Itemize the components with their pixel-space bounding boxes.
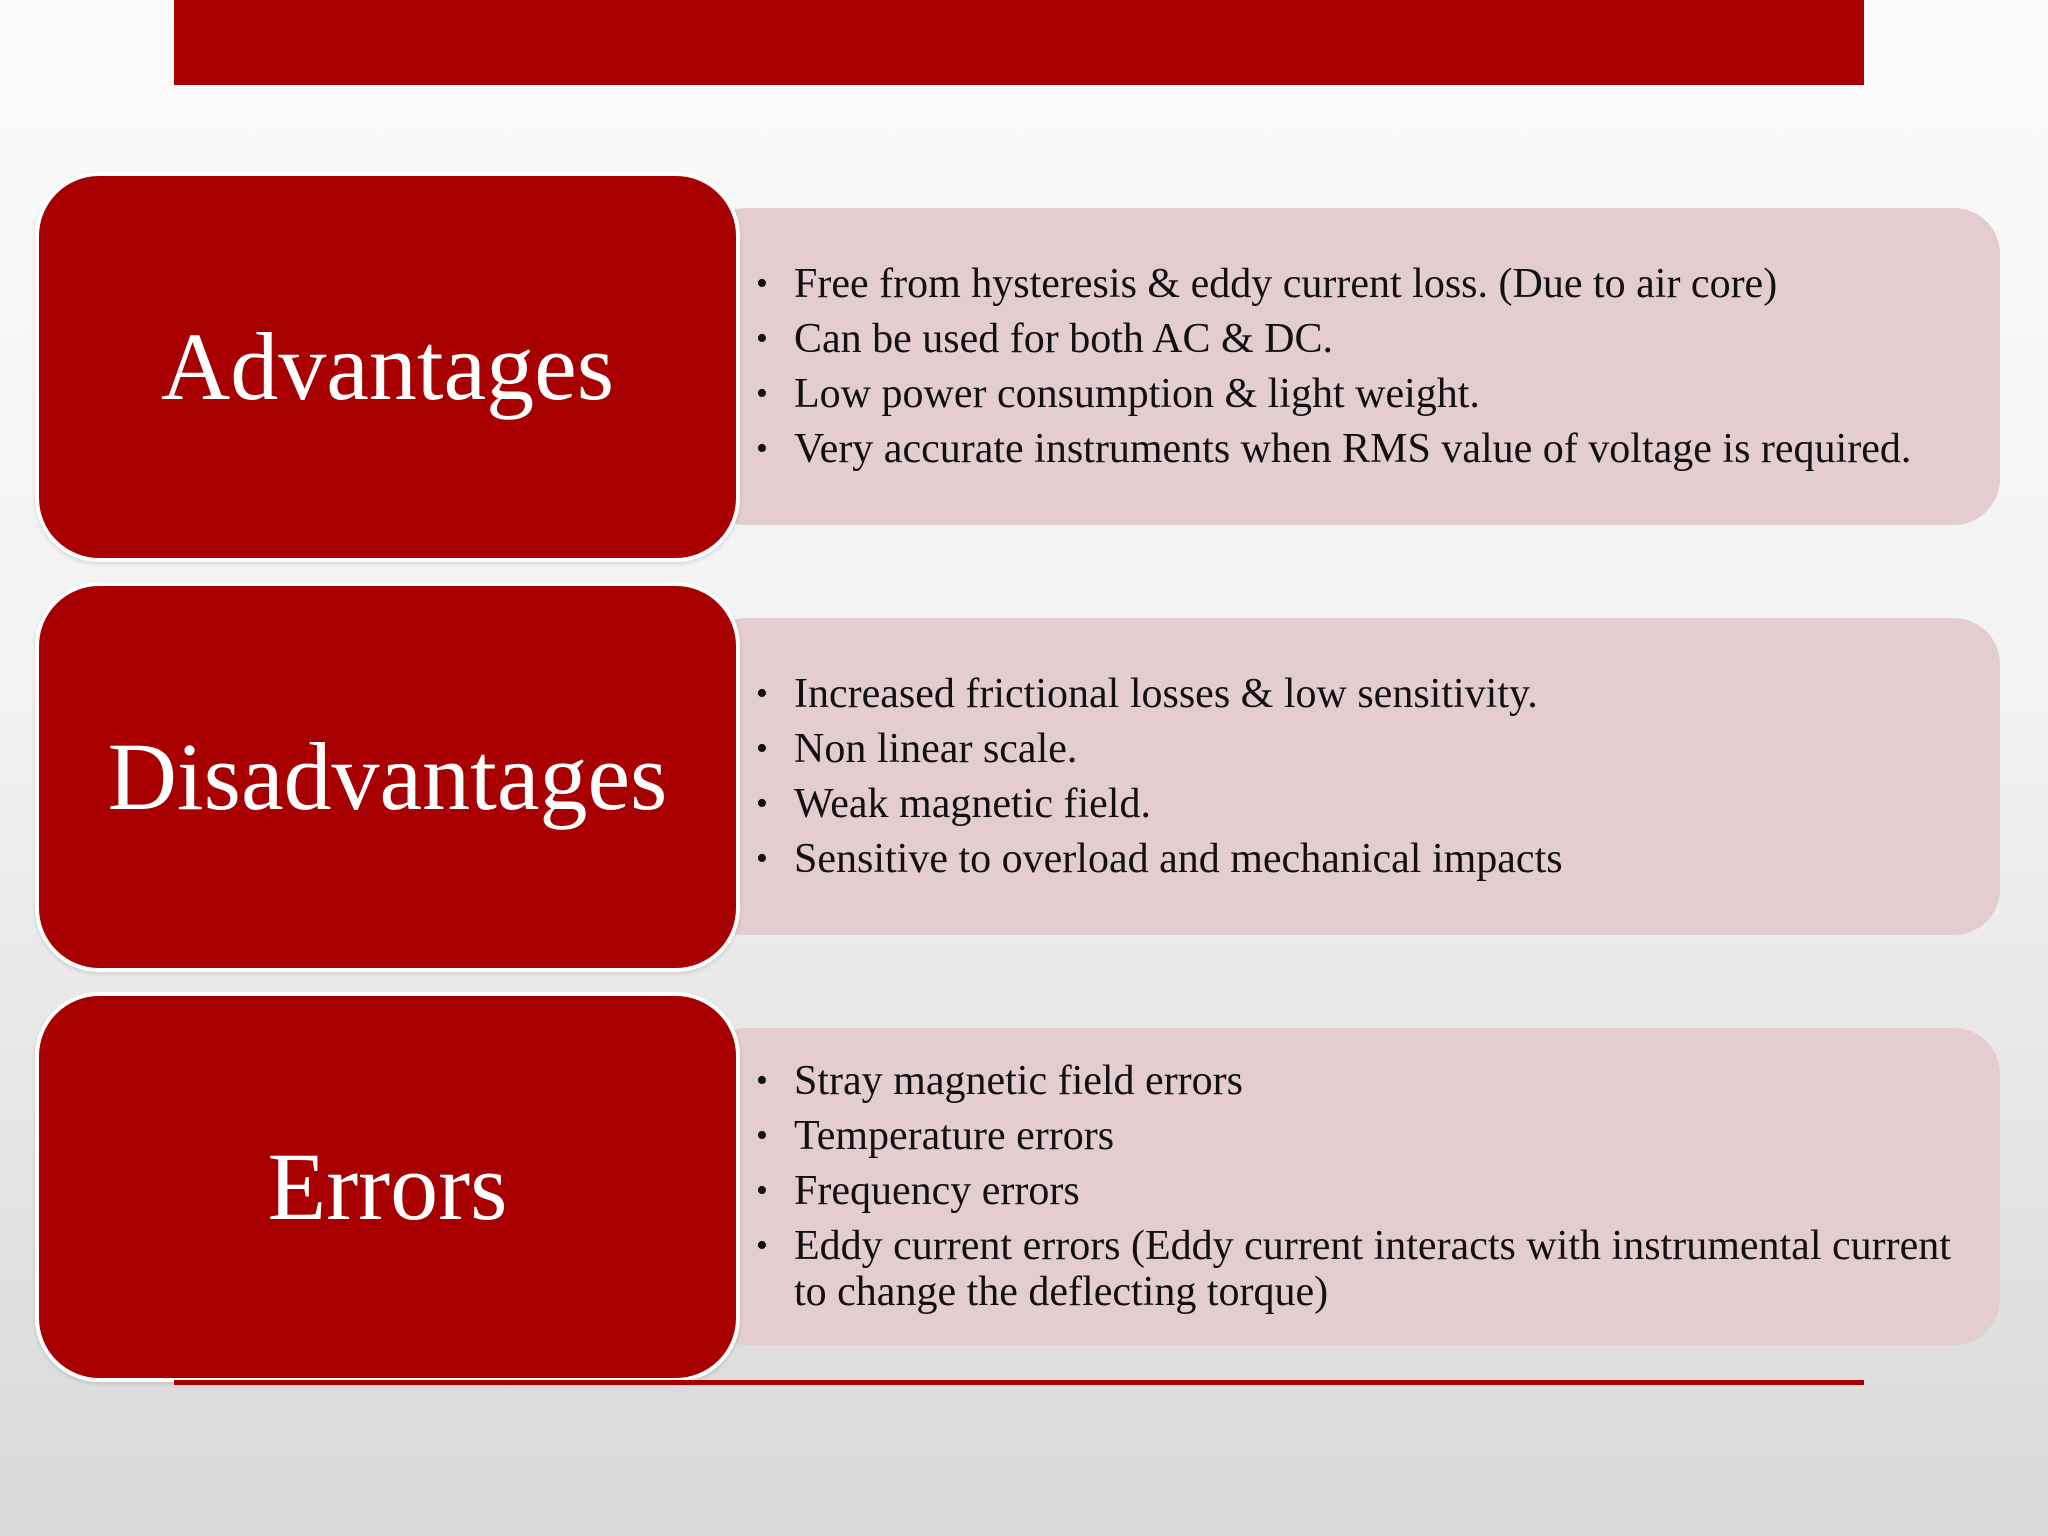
errors-panel: [700, 1028, 2000, 1345]
disadvantages-label-box: [35, 582, 740, 972]
list-item: • Increased frictional losses & low sensitivity.: [756, 671, 1960, 717]
list-item: • Low power consumption & light weight.: [756, 371, 1960, 417]
list-item: • Non linear scale.: [756, 726, 1960, 772]
advantages-heading: Advantages: [160, 313, 615, 420]
advantages-label-box: [35, 172, 740, 562]
disadvantages-heading: Disadvantages: [107, 723, 668, 830]
list-item: • Can be used for both AC & DC.: [756, 316, 1960, 362]
footer-rule: [174, 1380, 1864, 1385]
header-bar: [174, 0, 1864, 85]
errors-label-box: [35, 992, 740, 1382]
errors-list: [756, 1058, 1960, 1315]
errors-heading: Errors: [267, 1133, 508, 1240]
disadvantages-panel: [700, 618, 2000, 935]
advantages-panel: [700, 208, 2000, 525]
list-item: • Stray magnetic field errors: [756, 1058, 1960, 1104]
list-item: • Free from hysteresis & eddy current loss. (Due to air core): [756, 261, 1960, 307]
list-item: • Temperature errors: [756, 1113, 1960, 1159]
list-item: • Very accurate instruments when RMS value of voltage is required.: [756, 426, 1960, 472]
list-item: • Frequency errors: [756, 1168, 1960, 1214]
list-item: • Eddy current errors (Eddy current interacts with instrumental current to change the deflecting torque): [756, 1223, 1960, 1315]
list-item: • Weak magnetic field.: [756, 781, 1960, 827]
disadvantages-list: [756, 671, 1960, 882]
advantages-list: [756, 261, 1960, 472]
list-item: • Sensitive to overload and mechanical impacts: [756, 836, 1960, 882]
